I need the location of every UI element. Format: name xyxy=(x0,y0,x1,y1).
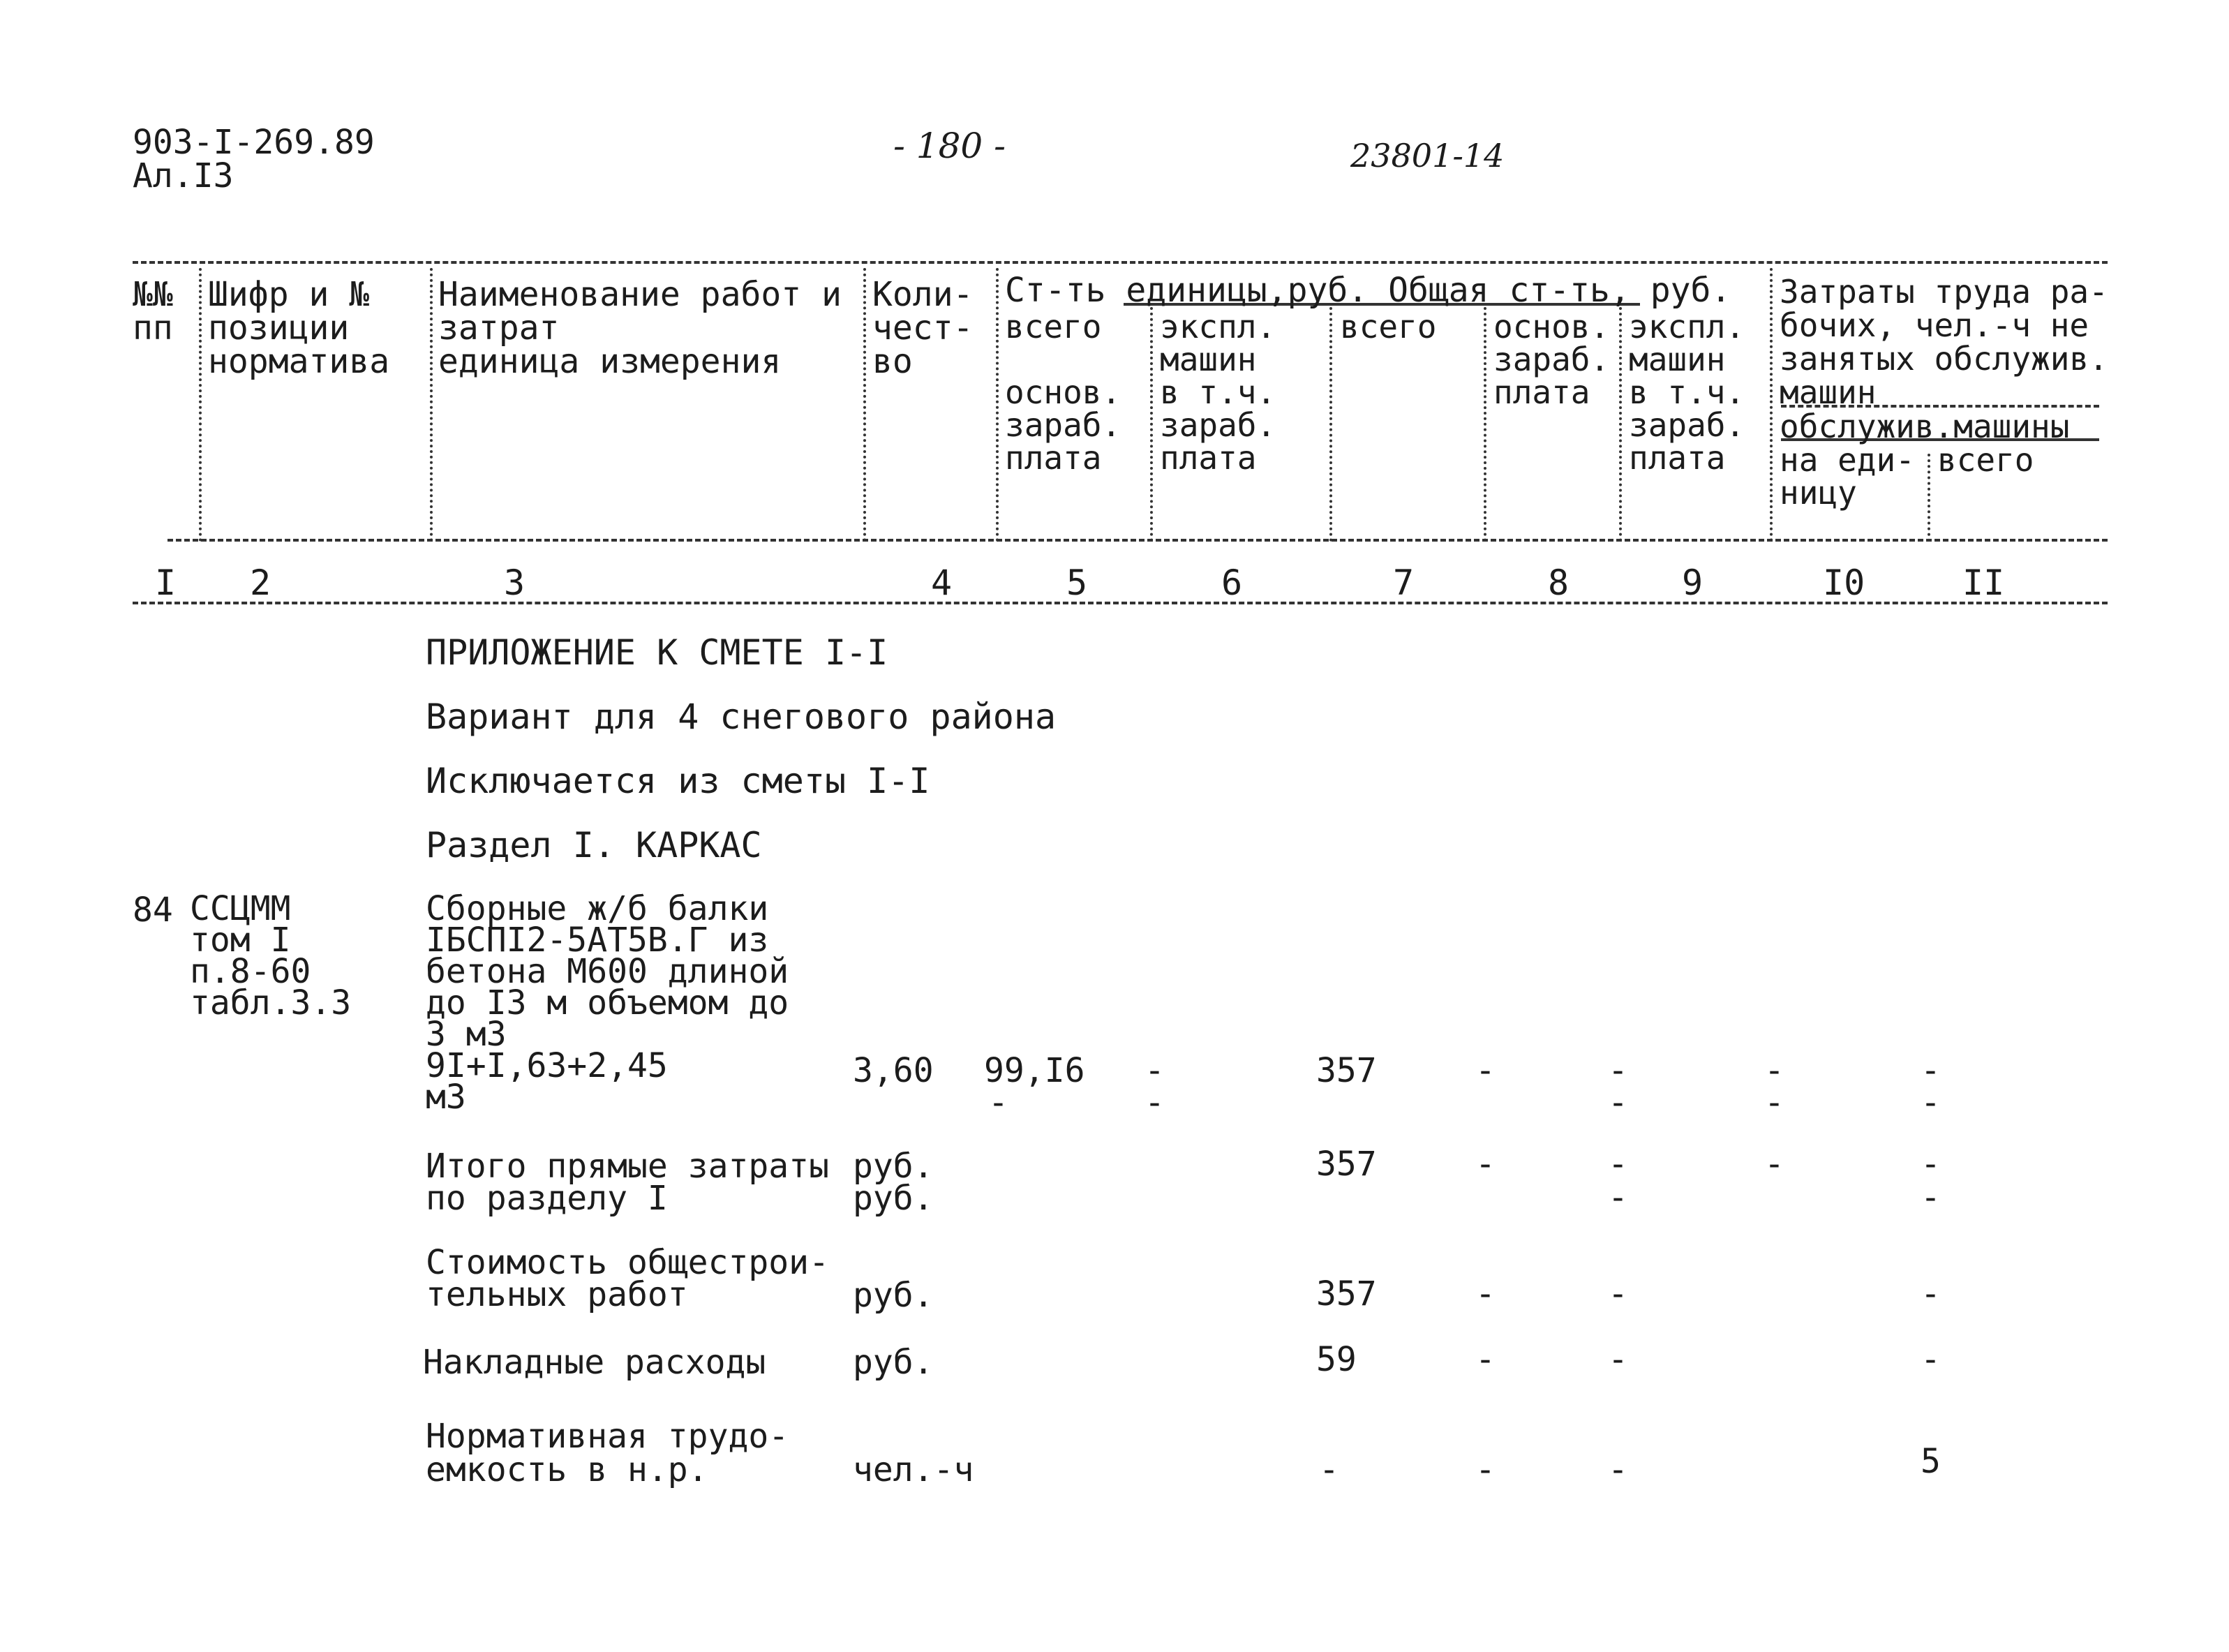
col-sep-8 xyxy=(1619,307,1622,542)
summary-total-2: 357 xyxy=(1316,1274,1377,1314)
colnum-11: II xyxy=(1962,563,2005,603)
summary-c10-1: - xyxy=(1764,1145,1784,1184)
header-group-labor: Затраты труда ра- бочих, чел.-ч не занятых обслужив. машин xyxy=(1780,273,2108,411)
summary-label-4: Нормативная трудо- емкость в н.р. xyxy=(426,1417,789,1489)
summary-c11-2: - xyxy=(1921,1274,1941,1314)
summary-c9a-1: - xyxy=(1608,1145,1628,1184)
appendix-title: ПРИЛОЖЕНИЕ К СМЕТЕ I-I xyxy=(426,632,888,673)
header-col7: всего xyxy=(1340,308,1437,345)
summary-c8-1: - xyxy=(1475,1145,1496,1184)
item-c11b: - xyxy=(1921,1083,1941,1122)
summary-unit-4: чел.-ч xyxy=(853,1450,974,1489)
summary-c8-2: - xyxy=(1475,1274,1496,1314)
header-col3: Наименование работ и затрат единица измерения xyxy=(438,275,842,381)
summary-total-3: 59 xyxy=(1316,1340,1357,1379)
colnum-7: 7 xyxy=(1393,563,1415,603)
summary-unit-3: руб. xyxy=(853,1343,934,1382)
item-number: 84 xyxy=(133,891,173,930)
sheet-label: Ал.I3 xyxy=(133,156,234,195)
header-group-cost: Ст-ть единицы,руб. Общая ст-ть, руб. xyxy=(1005,271,1731,310)
header-col1: №№ пп xyxy=(133,275,173,348)
item-unit-mach: - xyxy=(1145,1051,1165,1090)
summary-total-1: 357 xyxy=(1316,1145,1377,1184)
col-sep-3 xyxy=(863,268,866,542)
colnum-1: I xyxy=(155,563,177,603)
item-c10b: - xyxy=(1764,1083,1784,1122)
summary-c9-3: - xyxy=(1608,1340,1628,1379)
summary-c9b-1: - xyxy=(1608,1178,1628,1217)
summary-c8-3: - xyxy=(1475,1340,1496,1379)
item-c11a: - xyxy=(1921,1051,1941,1090)
summary-unit-2: руб. xyxy=(853,1276,934,1315)
item-c9a: - xyxy=(1608,1051,1628,1090)
summary-label-1: Итого прямые затраты по разделу I xyxy=(426,1147,829,1218)
item-qty: 3,60 xyxy=(853,1051,934,1090)
colnum-6: 6 xyxy=(1221,563,1243,603)
header-col11: всего xyxy=(1937,441,2034,479)
item-unit-wage2: - xyxy=(988,1083,1008,1122)
summary-label-3: Накладные расходы xyxy=(423,1343,766,1382)
item-code: ССЦММ том I п.8-60 табл.3.3 xyxy=(190,889,352,1022)
variant-line: Вариант для 4 снегового района xyxy=(426,697,1057,737)
col-sep-5 xyxy=(1150,307,1153,542)
summary-total-4: - xyxy=(1319,1450,1339,1489)
col-sep-9 xyxy=(1770,268,1773,542)
header-bottom-rule xyxy=(167,539,2108,542)
summary-c11-3: - xyxy=(1921,1340,1941,1379)
header-col10: на еди- ницу xyxy=(1780,441,1915,512)
header-top-rule xyxy=(133,261,2108,264)
header-col8: основ. зараб. плата xyxy=(1493,308,1610,411)
colnum-9: 9 xyxy=(1682,563,1704,603)
header-col9: экспл. машин в т.ч. зараб. плата xyxy=(1629,308,1745,477)
document-code: 903-I-269.89 xyxy=(133,123,375,162)
summary-c11-4: 5 xyxy=(1921,1442,1941,1481)
summary-c11b-1: - xyxy=(1921,1178,1941,1217)
col-sep-1 xyxy=(199,268,202,542)
summary-c8-4: - xyxy=(1475,1450,1496,1489)
header-group-labor-2: обслужив.машины xyxy=(1780,408,2070,445)
colnum-3: 3 xyxy=(504,563,525,603)
header-col5: всего основ. зараб. плата xyxy=(1005,308,1121,477)
header-col2: Шифр и № позиции норматива xyxy=(208,275,390,381)
item-c9b: - xyxy=(1608,1083,1628,1122)
excluded-line: Исключается из сметы I-I xyxy=(426,761,930,801)
summary-label-2: Стоимость общестрои- тельных работ xyxy=(426,1243,829,1314)
header-col4: Коли- чест- во xyxy=(872,275,974,381)
col-sep-4 xyxy=(996,268,999,542)
item-c10a: - xyxy=(1764,1051,1784,1090)
item-unit-mach2: - xyxy=(1145,1083,1165,1122)
colnum-5: 5 xyxy=(1066,563,1088,603)
summary-c9-4: - xyxy=(1608,1450,1628,1489)
colnum-8: 8 xyxy=(1548,563,1570,603)
page-number: - 180 - xyxy=(893,126,1006,166)
header-col6: экспл. машин в т.ч. зараб. плата xyxy=(1160,308,1276,477)
column-number-rule xyxy=(133,602,2108,604)
section-title: Раздел I. КАРКАС xyxy=(426,825,762,865)
colnum-2: 2 xyxy=(250,563,271,603)
col-sep-7 xyxy=(1484,307,1486,542)
summary-unit-1: руб. руб. xyxy=(853,1147,934,1218)
colnum-10: I0 xyxy=(1823,563,1865,603)
summary-c9-2: - xyxy=(1608,1274,1628,1314)
item-total: 357 xyxy=(1316,1051,1377,1090)
item-unit-total: 99,I6 xyxy=(984,1051,1085,1090)
col-sep-6 xyxy=(1329,307,1332,542)
col-sep-10 xyxy=(1928,454,1930,542)
col-sep-2 xyxy=(430,268,433,542)
summary-c11a-1: - xyxy=(1921,1145,1941,1184)
stamp-number: 23801-14 xyxy=(1350,137,1505,174)
item-c8: - xyxy=(1475,1051,1496,1090)
colnum-4: 4 xyxy=(931,563,953,603)
item-name: Сборные ж/б балки IБСПI2-5АТ5В.Г из бетона М600 длиной до I3 м объемом до 3 м3 9I+I,63+2,45 м3 xyxy=(426,889,789,1117)
